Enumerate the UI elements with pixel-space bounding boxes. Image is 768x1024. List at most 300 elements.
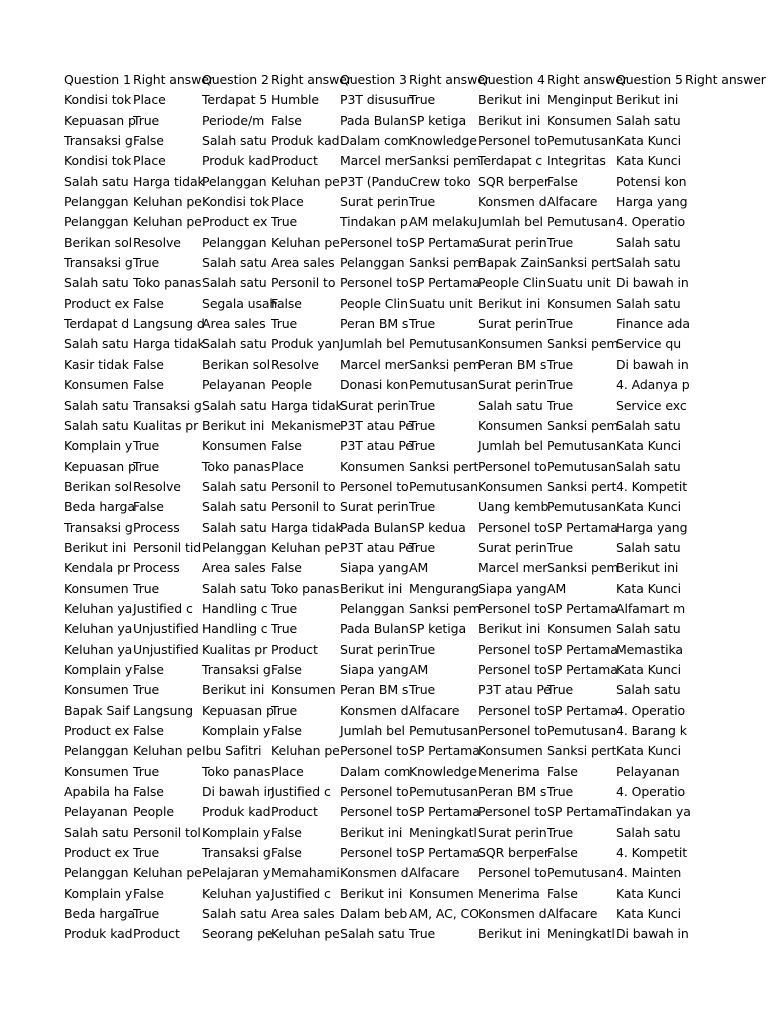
- table-cell[interactable]: Berikut ini: [478, 112, 541, 128]
- table-cell[interactable]: True: [409, 92, 436, 108]
- table-cell[interactable]: False: [133, 723, 164, 738]
- table-cell[interactable]: SQR berper: [478, 173, 549, 189]
- table-cell[interactable]: Pelanggan: [64, 743, 129, 759]
- table-cell[interactable]: Personel to: [340, 234, 409, 250]
- table-cell[interactable]: Pemutusan: [409, 377, 478, 393]
- table-cell[interactable]: Konsumen: [340, 458, 405, 474]
- table-cell[interactable]: Dalam beb: [340, 906, 408, 922]
- table-cell[interactable]: Kata Kunci: [616, 906, 681, 922]
- table-cell[interactable]: Konsumen: [409, 885, 474, 901]
- table-cell[interactable]: Surat perin: [340, 397, 409, 413]
- table-cell[interactable]: Konsumen: [64, 377, 129, 393]
- table-cell[interactable]: Handling c: [202, 621, 268, 637]
- table-cell[interactable]: AM melaku: [409, 214, 478, 230]
- table-cell[interactable]: True: [271, 600, 298, 616]
- table-cell[interactable]: Komplain y: [202, 723, 271, 738]
- table-cell[interactable]: Kata Kunci: [616, 499, 681, 515]
- table-cell[interactable]: Alfacare: [409, 702, 460, 718]
- table-cell[interactable]: Apabila ha: [64, 784, 130, 800]
- table-cell[interactable]: [685, 151, 754, 171]
- table-cell[interactable]: Sanksi pem: [409, 153, 481, 169]
- table-cell[interactable]: Keluhan ya: [202, 885, 271, 901]
- table-cell[interactable]: Pelanggan: [202, 173, 267, 189]
- table-cell[interactable]: Personel to: [340, 275, 409, 291]
- table-cell[interactable]: True: [547, 539, 574, 555]
- table-cell[interactable]: Place: [271, 458, 304, 474]
- table-cell[interactable]: Pada Bulan: [340, 519, 409, 535]
- table-cell[interactable]: Konsumen: [64, 682, 129, 698]
- table-cell[interactable]: Toko panas: [202, 763, 271, 779]
- table-cell[interactable]: True: [409, 397, 436, 413]
- table-cell[interactable]: Pemutusan: [547, 438, 616, 454]
- table-cell[interactable]: False: [133, 661, 164, 677]
- table-cell[interactable]: 4. Kompetit: [616, 845, 688, 861]
- table-cell[interactable]: True: [547, 316, 574, 332]
- table-cell[interactable]: True: [547, 377, 574, 393]
- table-cell[interactable]: True: [133, 845, 160, 861]
- table-cell[interactable]: Transaksi g: [64, 133, 133, 149]
- table-cell[interactable]: True: [409, 641, 436, 657]
- table-cell[interactable]: Surat perin: [478, 234, 547, 250]
- table-cell[interactable]: Siapa yang: [478, 580, 547, 596]
- table-cell[interactable]: False: [547, 173, 578, 189]
- table-cell[interactable]: Memahami: [271, 865, 340, 881]
- table-cell[interactable]: Komplain y: [64, 438, 133, 454]
- table-cell[interactable]: P3T atau Pe: [340, 539, 413, 555]
- table-cell[interactable]: Kualitas pr: [133, 417, 199, 433]
- table-cell[interactable]: Personel to: [340, 784, 409, 800]
- table-cell[interactable]: [685, 497, 754, 517]
- table-cell[interactable]: Product ex: [202, 214, 268, 230]
- table-cell[interactable]: Salah satu: [202, 499, 267, 515]
- table-cell[interactable]: Mengurang: [409, 580, 480, 596]
- table-cell[interactable]: Harga yang: [616, 194, 688, 210]
- table-cell[interactable]: True: [547, 234, 574, 250]
- table-cell[interactable]: Produk yan: [271, 336, 340, 352]
- table-cell[interactable]: Terdapat c: [478, 153, 543, 169]
- table-cell[interactable]: Sanksi pert: [547, 255, 617, 271]
- table-cell[interactable]: [685, 436, 754, 456]
- table-cell[interactable]: Di bawah in: [616, 926, 689, 942]
- table-cell[interactable]: True: [409, 539, 436, 555]
- table-cell[interactable]: Konsumen: [547, 295, 612, 311]
- table-cell[interactable]: Place: [133, 92, 166, 108]
- table-cell[interactable]: Produk kad: [64, 926, 133, 942]
- table-cell[interactable]: Sanksi pert: [547, 478, 617, 494]
- table-cell[interactable]: Salah satu: [202, 906, 267, 922]
- table-cell[interactable]: Kondisi tok: [202, 194, 270, 210]
- table-cell[interactable]: SP ketiga: [409, 112, 466, 128]
- table-cell[interactable]: 4. Operatio: [616, 702, 686, 718]
- table-cell[interactable]: Kata Kunci: [616, 438, 681, 454]
- table-cell[interactable]: Bapak Zain: [478, 255, 548, 271]
- table-cell[interactable]: Salah satu: [202, 336, 267, 352]
- table-cell[interactable]: P3T (Pandu: [340, 173, 410, 189]
- table-cell[interactable]: AM, AC, CO: [409, 906, 479, 922]
- table-cell[interactable]: Sanksi pem: [409, 600, 481, 616]
- table-cell[interactable]: [685, 518, 754, 538]
- table-cell[interactable]: Berikut ini: [64, 539, 127, 555]
- table-cell[interactable]: Uang kemb: [478, 499, 549, 515]
- table-cell[interactable]: Konsumen: [478, 336, 543, 352]
- table-cell[interactable]: AM: [409, 661, 429, 677]
- table-cell[interactable]: Menginput: [547, 92, 613, 108]
- table-cell[interactable]: Pemutusan: [409, 784, 478, 800]
- table-cell[interactable]: [685, 253, 754, 273]
- table-cell[interactable]: Pelanggan: [64, 865, 129, 881]
- table-cell[interactable]: Product ex: [64, 845, 130, 861]
- table-cell[interactable]: [685, 904, 754, 924]
- table-cell[interactable]: Terdapat d: [64, 316, 130, 332]
- table-cell[interactable]: Toko panas: [133, 275, 202, 291]
- table-cell[interactable]: SP Pertama: [547, 804, 618, 820]
- table-cell[interactable]: Transaksi g: [133, 397, 202, 413]
- table-cell[interactable]: Pemutusan: [409, 478, 478, 494]
- table-cell[interactable]: Harga tidak: [133, 173, 205, 189]
- table-cell[interactable]: Unjustified: [133, 641, 199, 657]
- table-cell[interactable]: Periode/m: [202, 112, 265, 128]
- table-cell[interactable]: False: [133, 356, 164, 372]
- table-cell[interactable]: People Clin: [478, 275, 546, 291]
- table-cell[interactable]: False: [133, 885, 164, 901]
- table-cell[interactable]: Salah satu: [64, 275, 129, 291]
- table-cell[interactable]: [685, 334, 754, 354]
- table-cell[interactable]: True: [409, 438, 436, 454]
- table-cell[interactable]: Personel to: [478, 600, 547, 616]
- table-cell[interactable]: Keluhan pe: [133, 194, 202, 210]
- table-cell[interactable]: Kasir tidak: [64, 356, 129, 372]
- table-cell[interactable]: Potensi kon: [616, 173, 687, 189]
- table-cell[interactable]: Komplain y: [64, 661, 133, 677]
- table-cell[interactable]: Marcel mer: [478, 560, 548, 576]
- table-cell[interactable]: True: [409, 926, 436, 942]
- table-cell[interactable]: Personil tol: [133, 824, 201, 840]
- table-cell[interactable]: Crew toko: [409, 173, 471, 189]
- table-cell[interactable]: Kata Kunci: [616, 153, 681, 169]
- table-cell[interactable]: Peran BM s: [340, 682, 409, 698]
- table-cell[interactable]: Di bawah in: [616, 356, 689, 372]
- table-cell[interactable]: Salah satu: [202, 580, 267, 596]
- table-cell[interactable]: Product: [271, 153, 318, 169]
- table-cell[interactable]: True: [547, 397, 574, 413]
- table-cell[interactable]: Berikan sol: [64, 234, 132, 250]
- table-cell[interactable]: False: [271, 295, 302, 311]
- table-cell[interactable]: Area sales: [271, 255, 335, 271]
- table-cell[interactable]: Pelayanan: [616, 763, 680, 779]
- table-cell[interactable]: Keluhan pe: [271, 173, 340, 189]
- table-cell[interactable]: Menerima: [478, 885, 540, 901]
- table-cell[interactable]: Beda harga: [64, 499, 135, 515]
- table-cell[interactable]: 4. Adanya p: [616, 377, 690, 393]
- table-cell[interactable]: Dalam com: [340, 763, 411, 779]
- table-cell[interactable]: True: [409, 316, 436, 332]
- table-cell[interactable]: Produk kad: [202, 153, 271, 169]
- table-cell[interactable]: Keluhan pe: [133, 743, 202, 759]
- table-cell[interactable]: Berikut ini: [616, 92, 679, 108]
- table-cell[interactable]: Berikut ini: [340, 885, 403, 901]
- table-cell[interactable]: 4. Kompetit: [616, 478, 688, 494]
- table-cell[interactable]: Keluhan ya: [64, 621, 133, 637]
- table-cell[interactable]: [685, 477, 754, 497]
- table-cell[interactable]: True: [409, 682, 436, 698]
- table-cell[interactable]: Surat perin: [340, 194, 409, 210]
- table-cell[interactable]: Berikut ini: [478, 92, 541, 108]
- table-cell[interactable]: Justified c: [271, 885, 331, 901]
- table-cell[interactable]: Unjustified: [133, 621, 199, 637]
- table-cell[interactable]: Konsmen d: [478, 194, 547, 210]
- table-cell[interactable]: Product ex: [64, 723, 130, 738]
- table-cell[interactable]: Product ex: [64, 295, 130, 311]
- table-cell[interactable]: Konsmen d: [340, 865, 409, 881]
- table-cell[interactable]: Place: [133, 153, 166, 169]
- table-cell[interactable]: Process: [133, 519, 180, 535]
- table-cell[interactable]: [685, 823, 754, 843]
- table-cell[interactable]: Product: [133, 926, 180, 942]
- table-cell[interactable]: Konsumen: [202, 438, 267, 454]
- table-cell[interactable]: [685, 640, 754, 660]
- table-cell[interactable]: Pada Bulan: [340, 112, 409, 128]
- table-cell[interactable]: [685, 192, 754, 212]
- column-header-cell[interactable]: Right answer: [685, 72, 766, 87]
- table-cell[interactable]: [685, 314, 754, 334]
- table-cell[interactable]: SP Pertama: [547, 641, 618, 657]
- table-cell[interactable]: True: [133, 763, 160, 779]
- table-cell[interactable]: Kepuasan p: [64, 112, 136, 128]
- table-cell[interactable]: Surat perin: [478, 824, 547, 840]
- table-cell[interactable]: People: [133, 804, 174, 820]
- table-cell[interactable]: 4. Barang k: [616, 723, 687, 738]
- table-cell[interactable]: Menerima: [478, 763, 540, 779]
- table-cell[interactable]: True: [271, 214, 298, 230]
- table-cell[interactable]: Pemutusan: [409, 723, 478, 738]
- table-cell[interactable]: [685, 843, 754, 863]
- table-cell[interactable]: People: [271, 377, 312, 393]
- table-cell[interactable]: Berikan sol: [202, 356, 270, 372]
- table-cell[interactable]: Pemutusan: [547, 499, 616, 515]
- table-cell[interactable]: Kepuasan p: [64, 458, 136, 474]
- table-cell[interactable]: Kata Kunci: [616, 743, 681, 759]
- table-cell[interactable]: Jumlah bel: [340, 336, 405, 352]
- table-cell[interactable]: Berikan sol: [64, 478, 132, 494]
- table-cell[interactable]: [685, 558, 754, 578]
- table-cell[interactable]: Sanksi pem: [547, 560, 619, 576]
- table-cell[interactable]: Langsung: [133, 702, 193, 718]
- table-cell[interactable]: Personel to: [478, 458, 547, 474]
- table-cell[interactable]: Harga tidak: [133, 336, 205, 352]
- column-header-cell[interactable]: Question 5: [616, 72, 683, 87]
- table-cell[interactable]: Dalam com: [340, 133, 411, 149]
- table-cell[interactable]: Berikut ini: [340, 580, 403, 596]
- table-cell[interactable]: Salah satu: [616, 682, 681, 698]
- table-cell[interactable]: Personel to: [478, 804, 547, 820]
- table-cell[interactable]: Integritas: [547, 153, 606, 169]
- table-cell[interactable]: SP Pertama: [547, 519, 618, 535]
- column-header-cell[interactable]: Right answer: [547, 72, 628, 87]
- table-cell[interactable]: Surat perin: [478, 316, 547, 332]
- table-cell[interactable]: [685, 396, 754, 416]
- table-cell[interactable]: Pada Bulan: [340, 621, 409, 637]
- table-cell[interactable]: Personel to: [478, 661, 547, 677]
- table-cell[interactable]: Area sales: [202, 316, 266, 332]
- table-cell[interactable]: [685, 416, 754, 436]
- table-cell[interactable]: [685, 172, 754, 192]
- column-header-cell[interactable]: Question 3: [340, 72, 407, 87]
- table-cell[interactable]: Sanksi pert: [547, 743, 617, 759]
- table-cell[interactable]: Pelajaran y: [202, 865, 271, 881]
- table-cell[interactable]: Pelanggan: [202, 234, 267, 250]
- table-cell[interactable]: Pelanggan: [64, 214, 129, 230]
- table-cell[interactable]: SP kedua: [409, 519, 466, 535]
- table-cell[interactable]: True: [133, 438, 160, 454]
- table-cell[interactable]: Sanksi pem: [547, 417, 619, 433]
- table-cell[interactable]: SP Pertama: [409, 804, 480, 820]
- table-cell[interactable]: Salah satu: [616, 112, 681, 128]
- table-cell[interactable]: Salah satu: [202, 519, 267, 535]
- table-cell[interactable]: Personil to: [271, 499, 336, 515]
- table-cell[interactable]: Konsumen: [64, 580, 129, 596]
- table-cell[interactable]: Pemutusan: [547, 214, 616, 230]
- table-cell[interactable]: P3T disusun: [340, 92, 415, 108]
- table-cell[interactable]: Personel to: [478, 723, 547, 738]
- table-cell[interactable]: Alfacare: [547, 194, 598, 210]
- column-header-cell[interactable]: Right answer: [271, 72, 352, 87]
- table-cell[interactable]: [685, 131, 754, 151]
- table-cell[interactable]: AM: [547, 580, 567, 596]
- table-cell[interactable]: Personil tid: [133, 539, 202, 555]
- table-cell[interactable]: Personel to: [340, 804, 409, 820]
- table-cell[interactable]: Harga yang: [616, 519, 688, 535]
- table-cell[interactable]: Product: [271, 641, 318, 657]
- table-cell[interactable]: True: [409, 417, 436, 433]
- table-cell[interactable]: Transaksi g: [64, 519, 133, 535]
- table-cell[interactable]: Knowledge: [409, 133, 477, 149]
- table-cell[interactable]: Kualitas pr: [202, 641, 268, 657]
- table-cell[interactable]: SP Pertama: [547, 702, 618, 718]
- table-cell[interactable]: P3T atau Pe: [340, 417, 413, 433]
- table-cell[interactable]: Transaksi g: [202, 845, 271, 861]
- table-cell[interactable]: Tindakan p: [340, 214, 408, 230]
- table-cell[interactable]: Service qu: [616, 336, 682, 352]
- table-cell[interactable]: SP Pertama: [547, 600, 618, 616]
- table-cell[interactable]: Product: [271, 804, 318, 820]
- table-cell[interactable]: Keluhan pe: [133, 865, 202, 881]
- table-cell[interactable]: Salah satu: [64, 336, 129, 352]
- table-cell[interactable]: Berikut ini: [616, 560, 679, 576]
- table-cell[interactable]: P3T atau Pe: [340, 438, 413, 454]
- table-cell[interactable]: Humble: [271, 92, 319, 108]
- table-cell[interactable]: Resolve: [133, 234, 181, 250]
- table-cell[interactable]: [685, 701, 754, 721]
- table-cell[interactable]: Salah satu: [64, 173, 129, 189]
- table-cell[interactable]: P3T atau Pe: [478, 682, 551, 698]
- column-header-cell[interactable]: Right answer: [133, 72, 214, 87]
- table-cell[interactable]: Salah satu: [202, 133, 267, 149]
- table-cell[interactable]: False: [271, 560, 302, 576]
- table-cell[interactable]: Terdapat 5: [202, 92, 268, 108]
- table-cell[interactable]: Marcel mer: [340, 153, 410, 169]
- table-cell[interactable]: True: [547, 682, 574, 698]
- table-cell[interactable]: Salah satu: [202, 275, 267, 291]
- table-cell[interactable]: [685, 538, 754, 558]
- table-cell[interactable]: Justified c: [133, 600, 193, 616]
- table-cell[interactable]: AM: [409, 560, 429, 576]
- table-cell[interactable]: [685, 599, 754, 619]
- table-cell[interactable]: Donasi kon: [340, 377, 409, 393]
- table-cell[interactable]: Salah satu: [340, 926, 405, 942]
- table-cell[interactable]: Konsumen: [271, 682, 336, 698]
- table-cell[interactable]: Toko panas: [202, 458, 271, 474]
- table-cell[interactable]: Di bawah in: [616, 275, 689, 291]
- table-cell[interactable]: Keluhan ya: [64, 600, 133, 616]
- table-cell[interactable]: [685, 619, 754, 639]
- table-cell[interactable]: Produk kad: [271, 133, 340, 149]
- table-cell[interactable]: SQR berper: [478, 845, 549, 861]
- table-cell[interactable]: Berikut ini: [478, 621, 541, 637]
- table-cell[interactable]: Komplain y: [64, 885, 133, 901]
- table-cell[interactable]: [685, 294, 754, 314]
- table-cell[interactable]: Alfamart m: [616, 600, 686, 616]
- table-cell[interactable]: Personel to: [340, 743, 409, 759]
- table-cell[interactable]: Peran BM s: [478, 784, 547, 800]
- table-cell[interactable]: Meningkatl: [409, 824, 477, 840]
- table-cell[interactable]: Konsumen: [547, 112, 612, 128]
- table-cell[interactable]: Pemutusan: [547, 133, 616, 149]
- table-cell[interactable]: True: [133, 458, 160, 474]
- table-cell[interactable]: Alfacare: [409, 865, 460, 881]
- column-header-cell[interactable]: Right answer: [409, 72, 490, 87]
- table-cell[interactable]: Keluhan pe: [133, 214, 202, 230]
- table-cell[interactable]: Konsumen: [64, 763, 129, 779]
- table-cell[interactable]: Service exc: [616, 397, 687, 413]
- table-cell[interactable]: 4. Mainten: [616, 865, 682, 881]
- table-cell[interactable]: Salah satu: [202, 255, 267, 271]
- table-cell[interactable]: Finance ada: [616, 316, 690, 332]
- table-cell[interactable]: SP Pertama: [409, 234, 480, 250]
- column-header-cell[interactable]: Question 2: [202, 72, 269, 87]
- table-cell[interactable]: True: [271, 702, 298, 718]
- table-cell[interactable]: False: [271, 661, 302, 677]
- table-cell[interactable]: Jumlah bel: [478, 438, 543, 454]
- table-cell[interactable]: Ibu Safitri: [202, 743, 262, 759]
- table-cell[interactable]: True: [271, 316, 298, 332]
- table-cell[interactable]: Salah satu: [616, 295, 681, 311]
- table-cell[interactable]: Keluhan ya: [64, 641, 133, 657]
- table-cell[interactable]: Salah satu: [64, 824, 129, 840]
- table-cell[interactable]: Knowledge: [409, 763, 477, 779]
- table-cell[interactable]: Berikut ini: [202, 417, 265, 433]
- table-cell[interactable]: Berikut ini: [202, 682, 265, 698]
- table-cell[interactable]: False: [133, 377, 164, 393]
- table-cell[interactable]: Harga tidak: [271, 519, 343, 535]
- table-cell[interactable]: Process: [133, 560, 180, 576]
- table-cell[interactable]: False: [133, 295, 164, 311]
- table-cell[interactable]: Peran BM s: [340, 316, 409, 332]
- table-cell[interactable]: Alfacare: [547, 906, 598, 922]
- table-cell[interactable]: Personel to: [340, 478, 409, 494]
- table-cell[interactable]: Pelayanan: [202, 377, 266, 393]
- table-cell[interactable]: [685, 212, 754, 232]
- table-cell[interactable]: Konsumen: [478, 478, 543, 494]
- table-cell[interactable]: Place: [271, 763, 304, 779]
- table-cell[interactable]: Personel to: [340, 845, 409, 861]
- table-cell[interactable]: Salah satu: [616, 417, 681, 433]
- table-cell[interactable]: [685, 660, 754, 680]
- table-cell[interactable]: Sanksi pem: [409, 255, 481, 271]
- table-cell[interactable]: Pemutusan: [547, 723, 616, 738]
- table-cell[interactable]: [685, 782, 754, 802]
- table-cell[interactable]: [685, 721, 754, 741]
- table-cell[interactable]: Jumlah bel: [478, 214, 543, 230]
